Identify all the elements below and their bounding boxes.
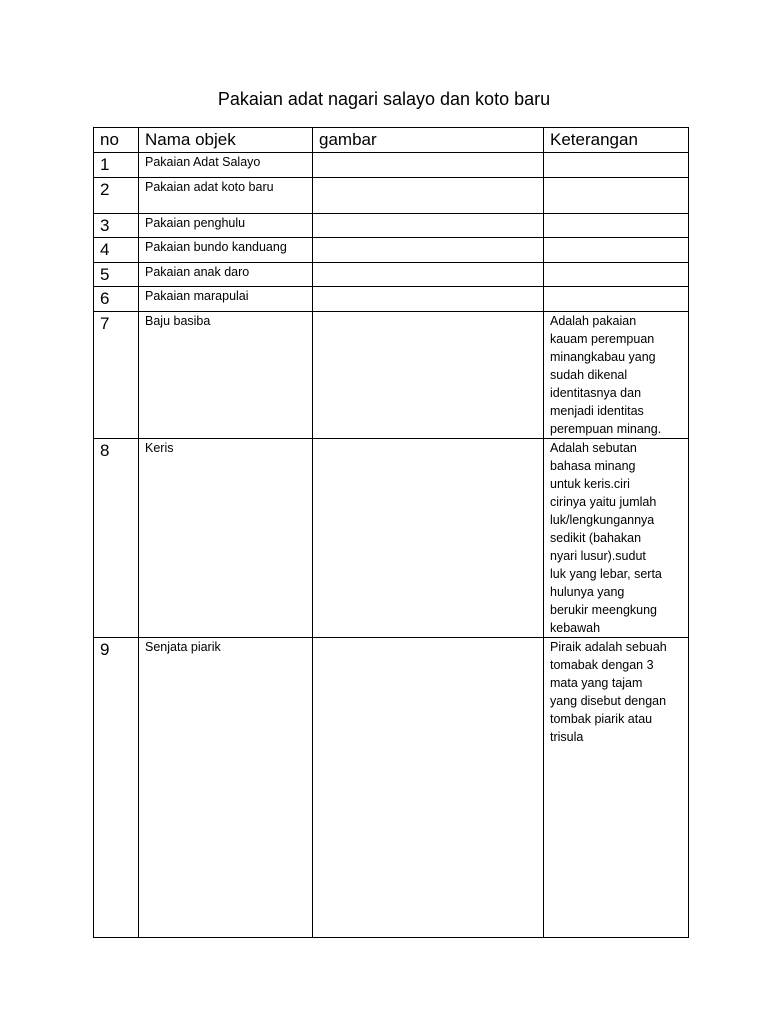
header-nama-objek: Nama objek [139,128,313,153]
row-keterangan [544,153,689,178]
row-keterangan [544,178,689,214]
table-row [94,638,689,938]
row-no: 1 [94,153,139,178]
row-nama: Baju basiba [139,312,313,439]
row-nama: Pakaian bundo kanduang [139,238,313,263]
row-no: 4 [94,238,139,263]
row-nama: Pakaian marapulai [139,287,313,312]
objects-table [93,127,689,938]
row-gambar [313,638,544,938]
row-no: 6 [94,287,139,312]
row-keterangan: Adalah sebutan bahasa minang untuk keris.ciri cirinya yaitu jumlah luk/lengkungannya sedikit (bahakan nyari lusur).sudut luk yang lebar, serta hulunya yang berukir meengkung kebawah [544,439,689,638]
row-no: 7 [94,312,139,439]
row-keterangan: Adalah pakaian kauam perempuan minangkabau yang sudah dikenal identitasnya dan menjadi identitas perempuan minang. [544,312,689,439]
row-keterangan [544,287,689,312]
row-gambar [313,153,544,178]
row-keterangan: Piraik adalah sebuah tomabak dengan 3 mata yang tajam yang disebut dengan tombak piarik atau trisula [544,638,689,938]
table-row [94,312,689,439]
table-row [94,263,689,287]
table-row [94,153,689,178]
row-nama: Pakaian adat koto baru [139,178,313,214]
table-row [94,439,689,638]
row-gambar [313,287,544,312]
header-no: no [94,128,139,153]
row-no: 5 [94,263,139,287]
table-header-row [94,128,689,153]
row-keterangan [544,214,689,238]
header-keterangan: Keterangan [544,128,689,153]
row-gambar [313,312,544,439]
row-no: 3 [94,214,139,238]
row-gambar [313,439,544,638]
row-nama: Pakaian anak daro [139,263,313,287]
row-gambar [313,238,544,263]
row-nama: Pakaian penghulu [139,214,313,238]
header-gambar: gambar [313,128,544,153]
table-row [94,214,689,238]
row-gambar [313,214,544,238]
row-no: 9 [94,638,139,938]
table-row [94,238,689,263]
document-title: Pakaian adat nagari salayo dan koto baru [217,89,551,109]
row-nama: Senjata piarik [139,638,313,938]
row-no: 2 [94,178,139,214]
row-gambar [313,263,544,287]
table-row [94,178,689,214]
row-nama: Pakaian Adat Salayo [139,153,313,178]
row-gambar [313,178,544,214]
row-keterangan [544,263,689,287]
row-nama: Keris [139,439,313,638]
table-row [94,287,689,312]
row-keterangan [544,238,689,263]
row-no: 8 [94,439,139,638]
